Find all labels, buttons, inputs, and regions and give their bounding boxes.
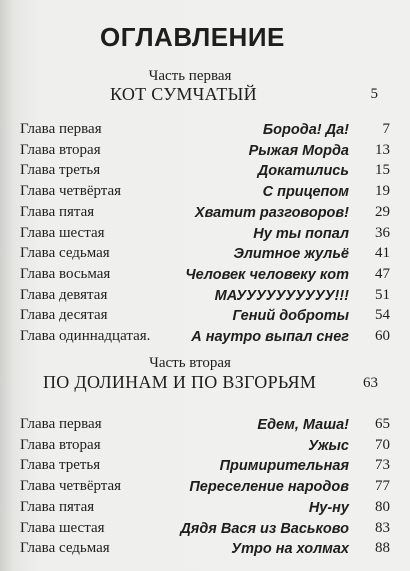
chapter-title: С прицепом xyxy=(262,184,349,201)
toc-entry xyxy=(0,266,410,287)
part-title: КОТ СУМЧАТЫЙ xyxy=(110,84,257,104)
chapter-label: Глава одиннадцатая. xyxy=(20,328,151,344)
chapter-label: Глава восьмая xyxy=(20,265,111,282)
toc-entry xyxy=(0,520,410,541)
chapter-title: Едем, Маша! xyxy=(257,417,349,433)
chapter-title: Докатились xyxy=(257,163,349,180)
chapter-label: Глава седьмая xyxy=(20,245,110,262)
toc-entry xyxy=(0,162,410,183)
part-title: ПО ДОЛИНАМ И ПО ВЗГОРЬЯМ xyxy=(43,372,317,392)
chapter-label: Глава третья xyxy=(20,162,101,179)
page-title: ОГЛАВЛЕНИЕ xyxy=(100,22,285,52)
toc-entry xyxy=(0,499,410,520)
chapter-title: Человек человеку кот xyxy=(185,266,349,283)
chapter-label: Глава шестая xyxy=(20,224,105,241)
chapter-title: Ужыс xyxy=(308,437,349,454)
chapter-label: Глава четвёртая xyxy=(20,183,122,200)
chapter-label: Глава седьмая xyxy=(20,540,110,557)
chapter-label: Глава пятая xyxy=(20,203,95,220)
chapter-title: Переселение народов xyxy=(189,479,349,496)
toc-entry xyxy=(0,416,410,437)
toc-entry xyxy=(0,121,410,142)
toc-entry xyxy=(0,328,410,349)
chapter-label: Глава шестая xyxy=(20,519,105,536)
chapter-page-number: 80 xyxy=(375,498,390,515)
chapter-label: Глава пятая xyxy=(20,498,95,515)
chapter-label: Глава девятая xyxy=(20,286,108,303)
chapter-label: Глава третья xyxy=(20,457,101,474)
chapter-title: Ну-ну xyxy=(308,499,349,516)
chapter-label: Глава десятая xyxy=(20,307,108,324)
chapter-title: А наутро выпал снег xyxy=(191,329,349,345)
chapter-page-number: 77 xyxy=(375,478,390,495)
toc-entry xyxy=(0,225,410,246)
chapter-label: Глава четвёртая xyxy=(20,478,122,495)
chapter-page-number: 41 xyxy=(375,245,390,262)
chapter-page-number: 54 xyxy=(375,307,390,324)
chapter-page-number: 7 xyxy=(382,121,390,137)
chapter-title: Примирительная xyxy=(219,458,349,475)
toc-entry xyxy=(0,142,410,163)
chapter-page-number: 70 xyxy=(375,436,390,453)
chapter-page-number: 13 xyxy=(375,141,390,158)
chapter-title: Утро на холмах xyxy=(231,541,349,558)
chapter-title: Хватит разговоров! xyxy=(194,204,349,221)
chapter-title: Ну ты попал xyxy=(253,225,349,242)
chapter-page-number: 15 xyxy=(375,162,390,179)
chapter-page-number: 19 xyxy=(375,183,390,200)
chapter-title: Дядя Вася из Васьково xyxy=(180,520,349,537)
chapter-page-number: 65 xyxy=(375,416,390,432)
chapter-label: Глава вторая xyxy=(20,141,101,158)
chapter-page-number: 83 xyxy=(375,519,390,536)
chapter-page-number: 29 xyxy=(375,203,390,220)
chapter-page-number: 51 xyxy=(375,286,390,303)
chapter-page-number: 36 xyxy=(375,224,390,241)
part-page-number: 5 xyxy=(370,86,378,102)
toc-entry xyxy=(0,183,410,204)
toc-entry xyxy=(0,287,410,308)
chapter-title: Рыжая Морда xyxy=(248,142,349,159)
toc-entry xyxy=(0,245,410,266)
chapter-label: Глава первая xyxy=(20,416,102,432)
chapter-page-number: 88 xyxy=(375,540,390,557)
chapter-label: Глава вторая xyxy=(20,436,101,453)
chapter-title: Борода! Да! xyxy=(262,122,349,138)
toc-entry xyxy=(0,457,410,478)
chapter-title: МАУУУУУУУУУУ!!! xyxy=(214,287,349,304)
toc-entry xyxy=(0,437,410,458)
chapter-page-number: 60 xyxy=(375,328,390,344)
part-label: Часть вторая xyxy=(149,355,231,371)
chapter-page-number: 73 xyxy=(375,457,390,474)
chapter-title: Гений доброты xyxy=(232,308,349,325)
chapter-title: Элитное жульё xyxy=(233,246,349,263)
part-page-number: 63 xyxy=(363,375,378,391)
chapter-label: Глава первая xyxy=(20,121,102,137)
toc-entry xyxy=(0,478,410,499)
part-label: Часть первая xyxy=(148,68,232,84)
toc-entry xyxy=(0,540,410,561)
toc-entry xyxy=(0,204,410,225)
toc-entry xyxy=(0,307,410,328)
chapter-page-number: 47 xyxy=(375,265,390,282)
